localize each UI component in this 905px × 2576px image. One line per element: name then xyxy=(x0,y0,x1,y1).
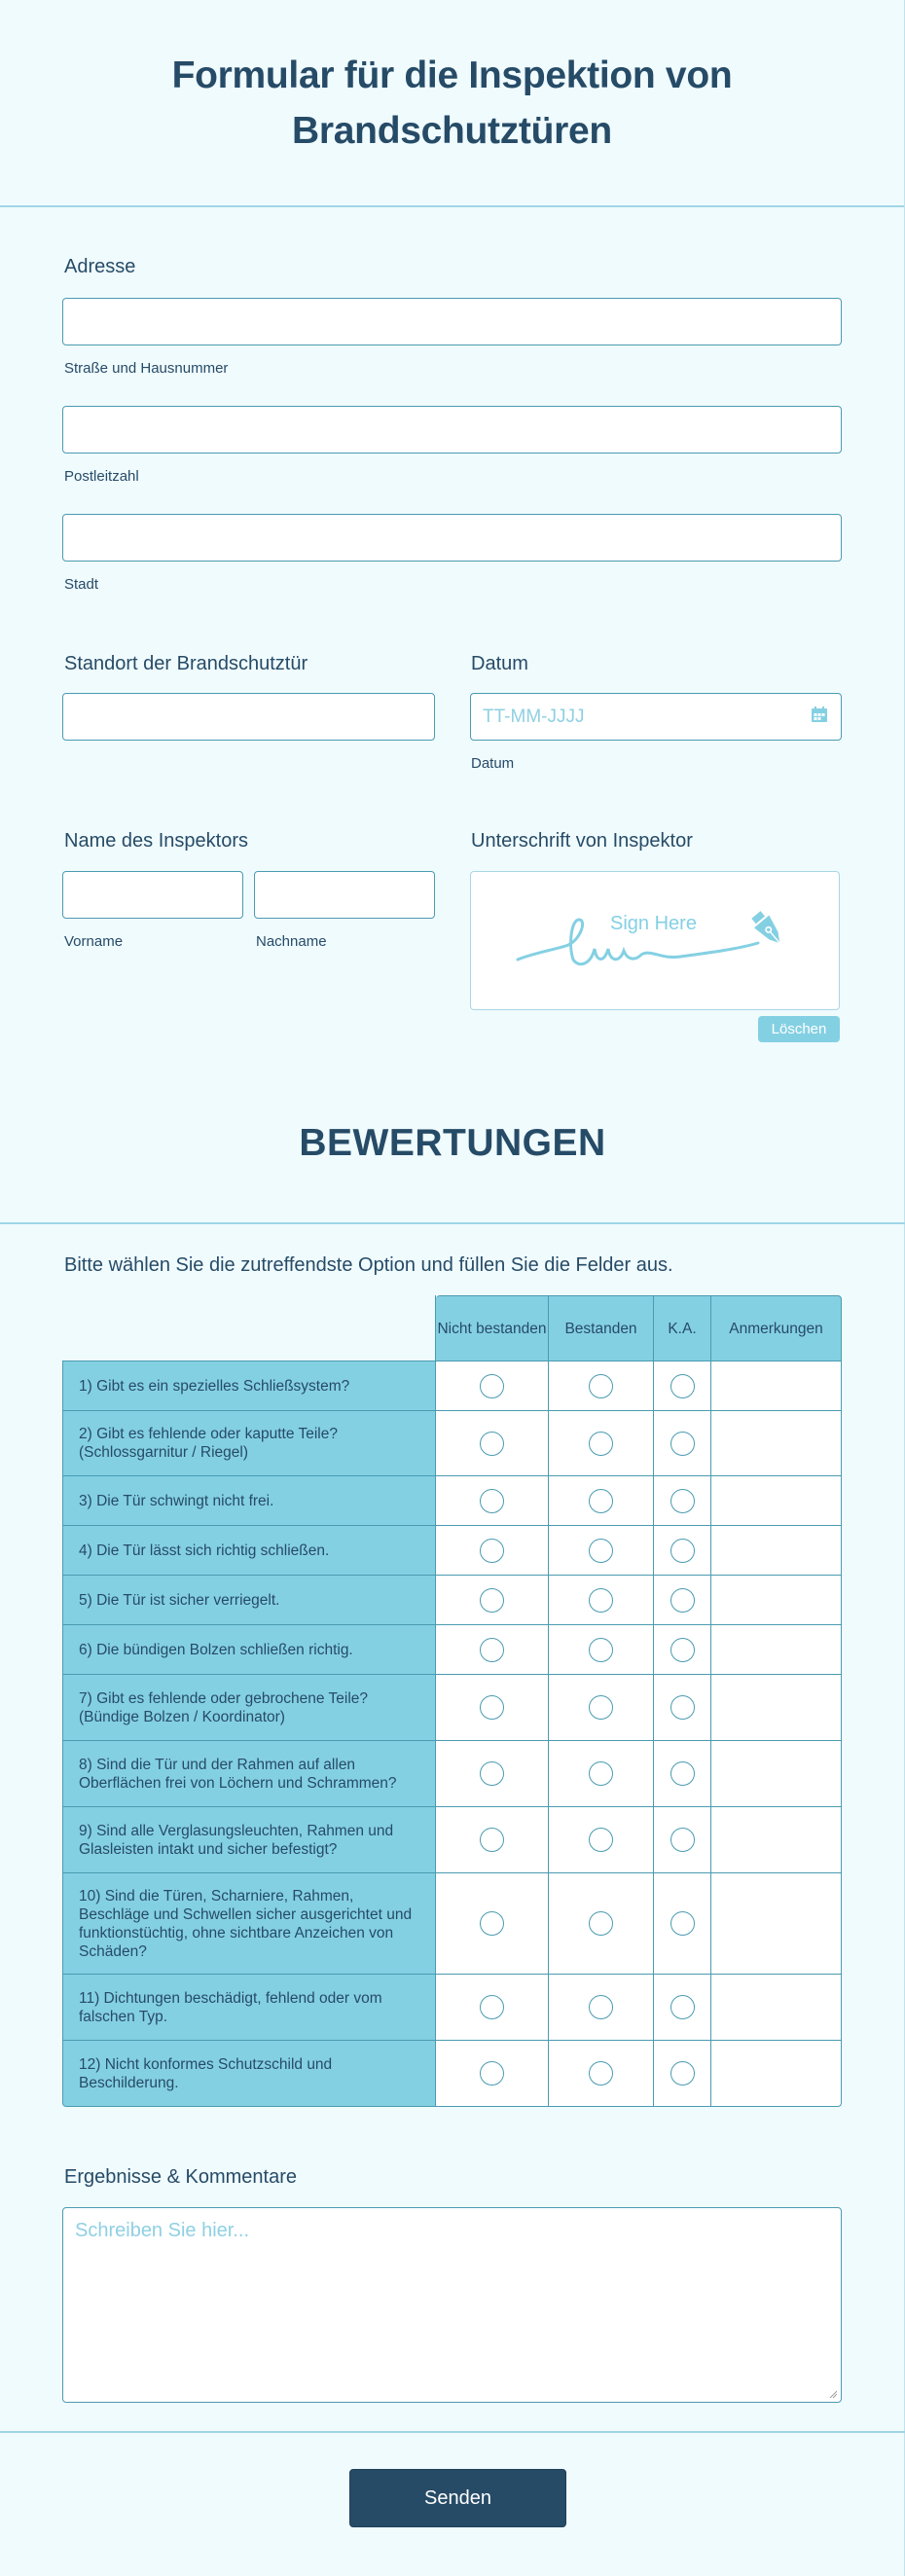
first-name-sublabel: Vorname xyxy=(64,933,124,950)
address-label: Adresse xyxy=(64,256,136,277)
matrix-row xyxy=(62,1873,842,1975)
failed-cell xyxy=(436,1526,549,1576)
resize-handle-icon[interactable] xyxy=(829,2390,837,2398)
column-header-passed: Bestanden xyxy=(549,1295,654,1361)
signature-label: Unterschrift von Inspektor xyxy=(471,830,693,852)
failed-cell xyxy=(436,1807,549,1873)
notes-input[interactable] xyxy=(711,1476,842,1526)
sign-here-hint: Sign Here xyxy=(610,913,697,934)
postal-code-input[interactable] xyxy=(62,406,842,454)
passed-cell xyxy=(549,1526,654,1576)
passed-cell xyxy=(549,1576,654,1625)
location-label: Standort der Brandschutztür xyxy=(64,653,308,674)
na-cell xyxy=(654,1361,711,1411)
date-input[interactable] xyxy=(470,693,842,741)
radio-passed[interactable] xyxy=(589,1539,613,1563)
comments-textarea[interactable] xyxy=(62,2207,842,2403)
radio-failed[interactable] xyxy=(480,1539,504,1563)
city-input[interactable] xyxy=(62,514,842,562)
calendar-icon[interactable] xyxy=(810,705,829,729)
passed-cell xyxy=(549,1476,654,1526)
matrix-row xyxy=(62,1675,842,1741)
matrix-row xyxy=(62,1975,842,2041)
notes-input[interactable] xyxy=(711,1975,842,2041)
na-cell xyxy=(654,1411,711,1476)
matrix-question: 6) Die bündigen Bolzen schließen richtig. xyxy=(62,1625,436,1675)
radio-failed[interactable] xyxy=(480,1489,504,1513)
failed-cell xyxy=(436,1476,549,1526)
failed-cell xyxy=(436,1741,549,1807)
radio-na[interactable] xyxy=(670,1695,695,1720)
radio-failed[interactable] xyxy=(480,1695,504,1720)
matrix-question: 8) Sind die Tür und der Rahmen auf allen Oberflächen frei von Löchern und Schrammen? xyxy=(62,1741,436,1807)
passed-cell xyxy=(549,1625,654,1675)
radio-na[interactable] xyxy=(670,2061,695,2086)
failed-cell xyxy=(436,1975,549,2041)
passed-cell xyxy=(549,1873,654,1975)
radio-na[interactable] xyxy=(670,1638,695,1662)
matrix-question: 4) Die Tür lässt sich richtig schließen. xyxy=(62,1526,436,1576)
failed-cell xyxy=(436,1873,549,1975)
radio-passed[interactable] xyxy=(589,1489,613,1513)
column-header-failed: Nicht bestanden xyxy=(436,1295,549,1361)
notes-input[interactable] xyxy=(711,1807,842,1873)
failed-cell xyxy=(436,2041,549,2107)
na-cell xyxy=(654,1807,711,1873)
footer-divider xyxy=(0,2431,905,2433)
radio-failed[interactable] xyxy=(480,1432,504,1456)
radio-na[interactable] xyxy=(670,1588,695,1613)
radio-passed[interactable] xyxy=(589,1588,613,1613)
matrix-row xyxy=(62,1476,842,1526)
last-name-input[interactable] xyxy=(254,871,435,919)
inspector-name-label: Name des Inspektors xyxy=(64,830,248,852)
comments-label: Ergebnisse & Kommentare xyxy=(64,2166,298,2188)
matrix-row xyxy=(62,1576,842,1625)
comments-placeholder: Schreiben Sie hier... xyxy=(75,2220,249,2241)
last-name-sublabel: Nachname xyxy=(256,933,327,950)
radio-na[interactable] xyxy=(670,1374,695,1398)
na-cell xyxy=(654,1675,711,1741)
notes-input[interactable] xyxy=(711,1625,842,1675)
matrix-row xyxy=(62,1361,842,1411)
radio-failed[interactable] xyxy=(480,1638,504,1662)
rating-matrix xyxy=(62,1295,842,2107)
radio-failed[interactable] xyxy=(480,1761,504,1786)
signature-pad[interactable] xyxy=(470,871,840,1010)
matrix-corner xyxy=(62,1295,436,1361)
failed-cell xyxy=(436,1411,549,1476)
matrix-row xyxy=(62,1625,842,1675)
radio-na[interactable] xyxy=(670,1995,695,2019)
notes-input[interactable] xyxy=(711,1675,842,1741)
radio-passed[interactable] xyxy=(589,1695,613,1720)
section-divider xyxy=(0,1222,905,1224)
date-sublabel: Datum xyxy=(471,755,515,772)
street-input[interactable] xyxy=(62,298,842,345)
column-header-na: K.A. xyxy=(654,1295,711,1361)
na-cell xyxy=(654,1741,711,1807)
ratings-section-title: BEWERTUNGEN xyxy=(299,1122,606,1164)
passed-cell xyxy=(549,1361,654,1411)
radio-failed[interactable] xyxy=(480,1374,504,1398)
matrix-header-row xyxy=(62,1295,842,1361)
passed-cell xyxy=(549,1975,654,2041)
notes-input[interactable] xyxy=(711,1576,842,1625)
radio-failed[interactable] xyxy=(480,2061,504,2086)
radio-passed[interactable] xyxy=(589,1911,613,1936)
failed-cell xyxy=(436,1576,549,1625)
failed-cell xyxy=(436,1625,549,1675)
matrix-question: 5) Die Tür ist sicher verriegelt. xyxy=(62,1576,436,1625)
passed-cell xyxy=(549,1741,654,1807)
ratings-instruction: Bitte wählen Sie die zutreffendste Option und füllen Sie die Felder aus. xyxy=(64,1254,673,1276)
matrix-question: 2) Gibt es fehlende oder kaputte Teile? (Schlossgarnitur / Riegel) xyxy=(62,1411,436,1476)
radio-na[interactable] xyxy=(670,1489,695,1513)
radio-passed[interactable] xyxy=(589,1995,613,2019)
matrix-question: 12) Nicht konformes Schutzschild und Beschilderung. xyxy=(62,2041,436,2107)
radio-na[interactable] xyxy=(670,1828,695,1852)
postal-code-sublabel: Postleitzahl xyxy=(64,468,139,485)
matrix-row xyxy=(62,2041,842,2107)
na-cell xyxy=(654,1625,711,1675)
matrix-row xyxy=(62,1526,842,1576)
form-header xyxy=(0,0,904,207)
radio-na[interactable] xyxy=(670,1761,695,1786)
street-sublabel: Straße und Hausnummer xyxy=(64,360,229,377)
matrix-question: 7) Gibt es fehlende oder gebrochene Teile? (Bündige Bolzen / Koordinator) xyxy=(62,1675,436,1741)
radio-passed[interactable] xyxy=(589,2061,613,2086)
first-name-input[interactable] xyxy=(62,871,243,919)
location-input[interactable] xyxy=(62,693,435,741)
matrix-row xyxy=(62,1807,842,1873)
radio-passed[interactable] xyxy=(589,1638,613,1662)
matrix-row xyxy=(62,1741,842,1807)
failed-cell xyxy=(436,1675,549,1741)
matrix-question: 10) Sind die Türen, Scharniere, Rahmen, Beschläge und Schwellen sicher ausgerichtet und funktionstüchtig, ohne sichtbare Anzeichen von Schäden? xyxy=(62,1873,436,1975)
na-cell xyxy=(654,1476,711,1526)
radio-na[interactable] xyxy=(670,1432,695,1456)
failed-cell xyxy=(436,1361,549,1411)
radio-passed[interactable] xyxy=(589,1374,613,1398)
page-title: Formular für die Inspektion von Brandschutztüren xyxy=(171,54,733,152)
na-cell xyxy=(654,1975,711,2041)
radio-na[interactable] xyxy=(670,1539,695,1563)
na-cell xyxy=(654,2041,711,2107)
radio-passed[interactable] xyxy=(589,1761,613,1786)
na-cell xyxy=(654,1873,711,1975)
notes-input[interactable] xyxy=(711,2041,842,2107)
notes-input[interactable] xyxy=(711,1741,842,1807)
matrix-question: 11) Dichtungen beschädigt, fehlend oder vom falschen Typ. xyxy=(62,1975,436,2041)
na-cell xyxy=(654,1526,711,1576)
notes-input[interactable] xyxy=(711,1873,842,1975)
matrix-question: 9) Sind alle Verglasungsleuchten, Rahmen und Glasleisten intakt und sicher befestigt? xyxy=(62,1807,436,1873)
radio-passed[interactable] xyxy=(589,1828,613,1852)
passed-cell xyxy=(549,2041,654,2107)
notes-input[interactable] xyxy=(711,1411,842,1476)
passed-cell xyxy=(549,1675,654,1741)
radio-na[interactable] xyxy=(670,1911,695,1936)
submit-button[interactable]: Senden xyxy=(349,2469,566,2527)
matrix-row xyxy=(62,1411,842,1476)
notes-input[interactable] xyxy=(711,1361,842,1411)
matrix-body xyxy=(62,1361,842,2107)
matrix-question: 3) Die Tür schwingt nicht frei. xyxy=(62,1476,436,1526)
passed-cell xyxy=(549,1411,654,1476)
date-placeholder: TT-MM-JJJJ xyxy=(483,706,585,727)
radio-failed[interactable] xyxy=(480,1828,504,1852)
radio-passed[interactable] xyxy=(589,1432,613,1456)
na-cell xyxy=(654,1576,711,1625)
radio-failed[interactable] xyxy=(480,1911,504,1936)
clear-signature-button[interactable]: Löschen xyxy=(758,1016,840,1042)
city-sublabel: Stadt xyxy=(64,576,99,593)
date-label: Datum xyxy=(471,653,528,674)
matrix-question: 1) Gibt es ein spezielles Schließsystem? xyxy=(62,1361,436,1411)
passed-cell xyxy=(549,1807,654,1873)
radio-failed[interactable] xyxy=(480,1588,504,1613)
column-header-notes: Anmerkungen xyxy=(711,1295,842,1361)
pen-nib-icon xyxy=(745,909,790,952)
notes-input[interactable] xyxy=(711,1526,842,1576)
radio-failed[interactable] xyxy=(480,1995,504,2019)
